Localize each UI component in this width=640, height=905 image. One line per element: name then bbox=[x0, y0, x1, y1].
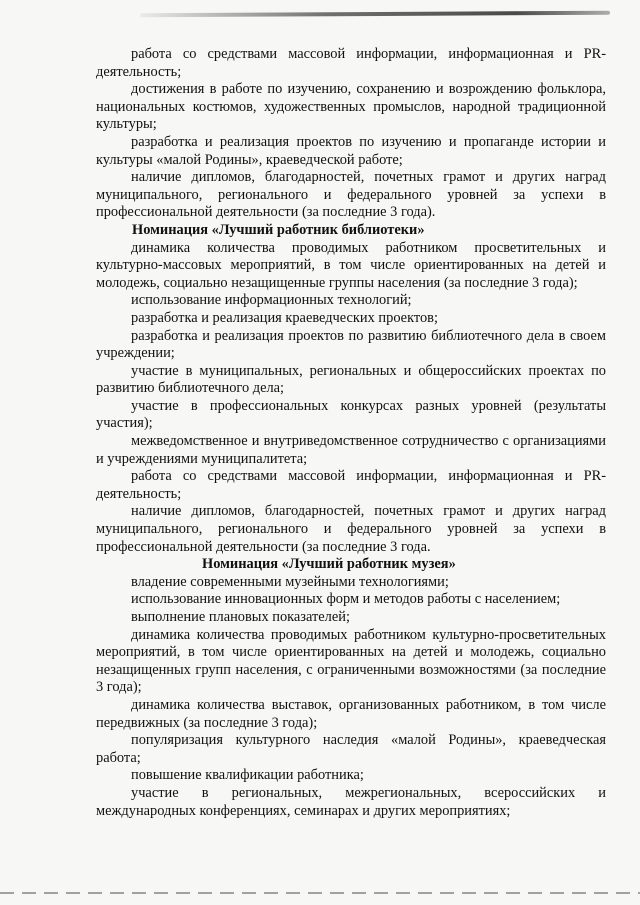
paragraph: динамика количества проводимых работником просветительных и культурно-массовых мероприятий, в том числе ориентированных на детей и молодежь, социально незащищенные группы населения (за последние 3 года); bbox=[96, 239, 606, 291]
paragraph: владение современными музейными технологиями; bbox=[131, 573, 449, 590]
paragraph: выполнение плановых показателей; bbox=[131, 609, 350, 625]
scan-edge-top bbox=[140, 11, 610, 17]
heading-library-nomination: Номинация «Лучший работник библиотеки» bbox=[132, 221, 425, 238]
document-page bbox=[96, 46, 606, 820]
paragraph: участие в региональных, межрегиональных, всероссийских и международных конференциях, семинарах и других мероприятиях; bbox=[96, 784, 606, 819]
paragraph: разработка и реализация проектов по развитию библиотечного дела в своем учреждении; bbox=[96, 327, 606, 362]
paragraph: межведомственное и внутриведомственное сотрудничество с организациями и учреждениями муниципалитета; bbox=[96, 433, 606, 467]
paragraph: работа со средствами массовой информации, информационная и PR-деятельность; bbox=[96, 46, 606, 80]
paragraph: достижения в работе по изучению, сохранению и возрождению фольклора, национальных костюмов, художественных промыслов, народной традиционной культуры; bbox=[96, 81, 606, 133]
scan-edge-bottom bbox=[0, 892, 640, 894]
paragraph: участие в профессиональных конкурсах разных уровней (результаты участия); bbox=[96, 397, 606, 432]
paragraph: повышение квалификации работника; bbox=[131, 767, 364, 784]
paragraph: динамика количества проводимых работником культурно-просветительных мероприятий, в том числе ориентированных на детей и молодежь, социально незащищенных групп населения, с ограниченными возможностями (за последние 3 года); bbox=[96, 626, 606, 696]
paragraph: использование информационных технологий; bbox=[131, 292, 412, 309]
paragraph: разработка и реализация проектов по изучению и пропаганде истории и культуры «малой Родины», краеведческой работе; bbox=[96, 133, 606, 168]
paragraph: наличие дипломов, благодарностей, почетных грамот и других наград муниципального, регионального и федерального уровней за успехи в профессиональной деятельности (за последние 3 года. bbox=[96, 503, 606, 555]
paragraph: разработка и реализация краеведческих проектов; bbox=[131, 309, 438, 326]
paragraph: участие в муниципальных, региональных и общероссийских проектах по развитию библиотечного дела; bbox=[96, 362, 606, 397]
paragraph: наличие дипломов, благодарностей, почетных грамот и других наград муниципального, регионального и федерального уровней за успехи в профессиональной деятельности (за последние 3 года). bbox=[96, 169, 606, 221]
heading-museum-nomination: Номинация «Лучший работник музея» bbox=[202, 556, 456, 573]
paragraph: работа со средствами массовой информации, информационная и PR-деятельность; bbox=[96, 468, 606, 502]
paragraph: популяризация культурного наследия «малой Родины», краеведческая работа; bbox=[96, 732, 606, 766]
paragraph: динамика количества выставок, организованных работником, в том числе передвижных (за последние 3 года); bbox=[96, 696, 606, 731]
paragraph: использование инновационных форм и методов работы с населением; bbox=[131, 591, 561, 608]
